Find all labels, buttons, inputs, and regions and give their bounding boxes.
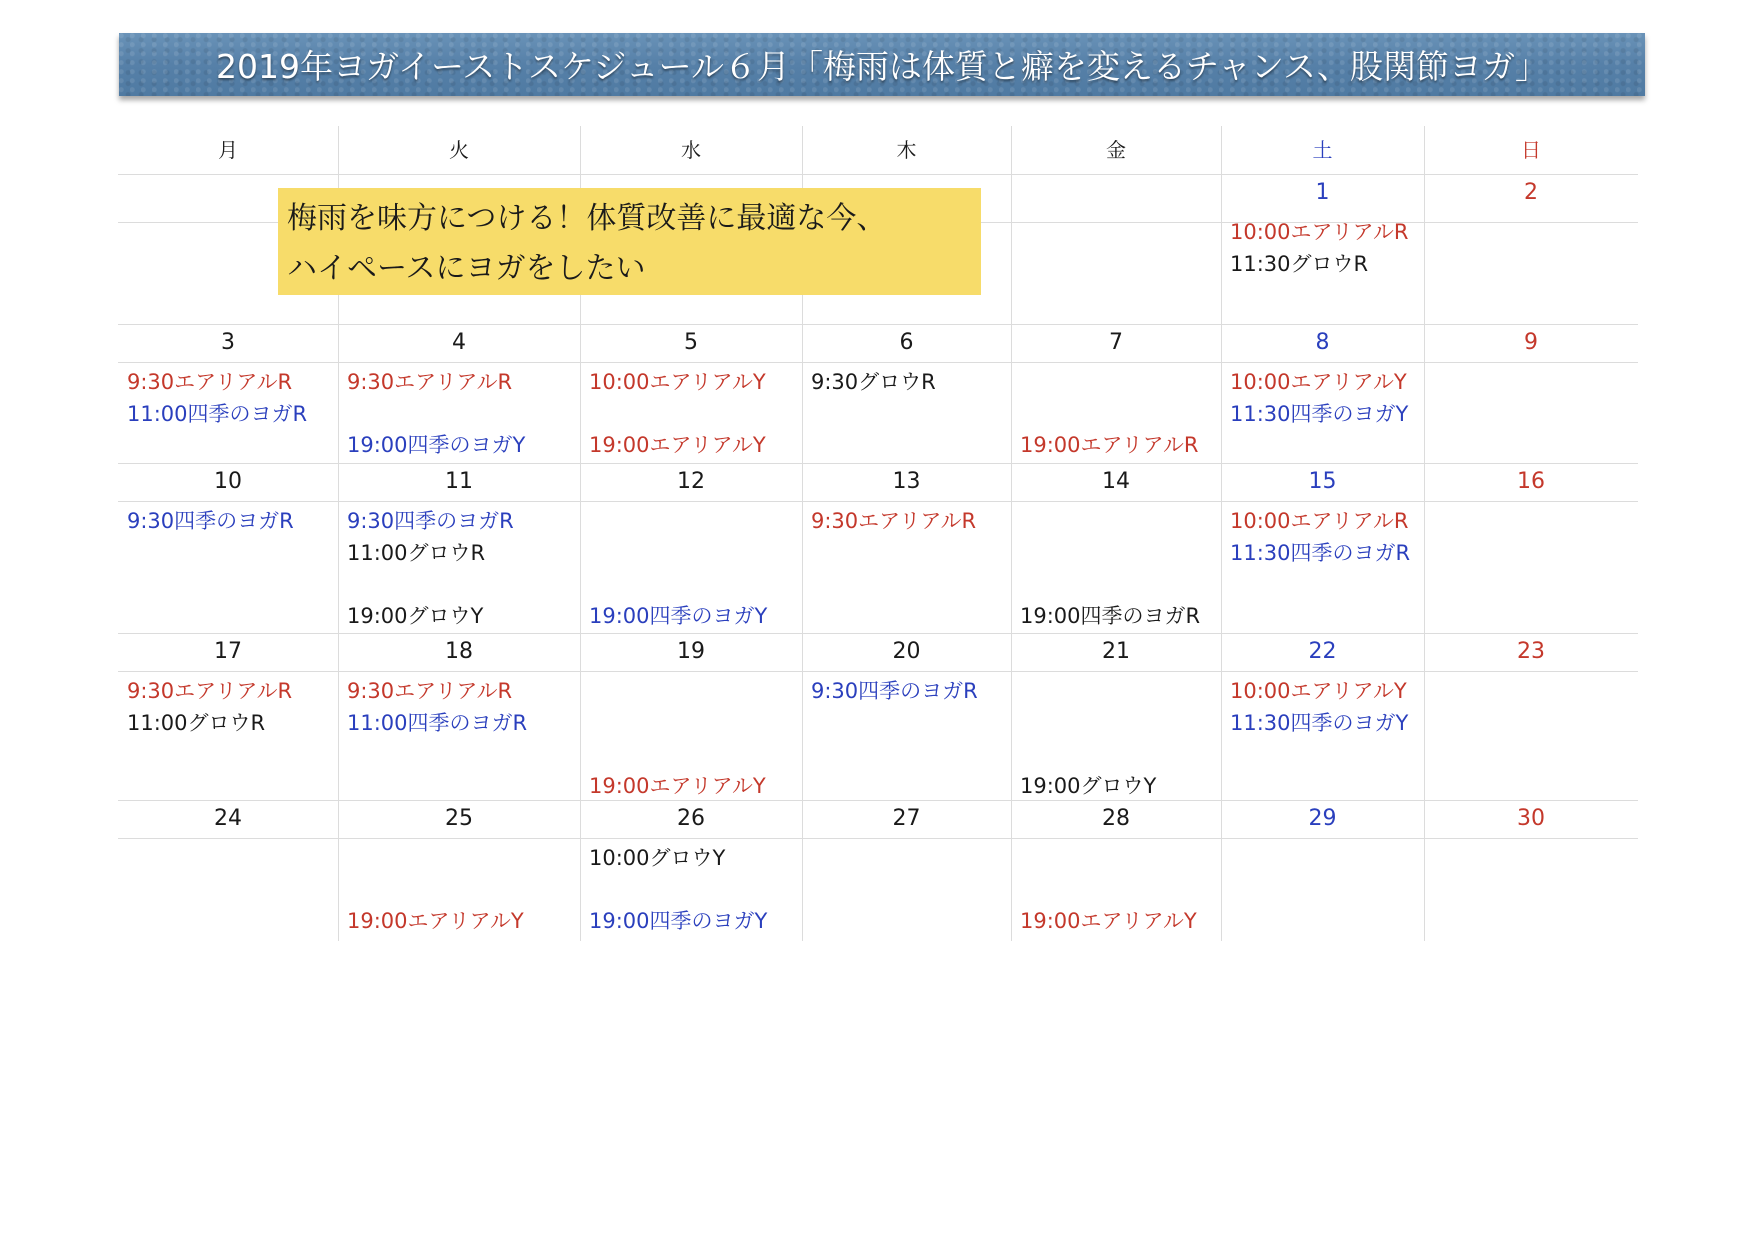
yellow-note — [278, 188, 981, 295]
day-number: 5 — [684, 330, 698, 355]
day-number: 30 — [1517, 806, 1545, 831]
note-line-1: 梅雨を味方につける！体質改善に最適な今、 — [287, 201, 887, 236]
day-number: 4 — [452, 330, 466, 355]
day-number: 7 — [1109, 330, 1123, 355]
class-event[interactable]: 9:30グロウR — [811, 370, 936, 394]
day-number: 16 — [1517, 469, 1545, 494]
class-event[interactable]: 11:00グロウR — [347, 540, 486, 565]
day-number: 14 — [1102, 469, 1130, 494]
class-event[interactable]: 19:00エアリアルY — [347, 909, 524, 933]
weekday-header: 月 — [218, 138, 238, 162]
day-number: 28 — [1102, 806, 1130, 831]
weekday-header: 土 — [1312, 138, 1333, 162]
day-number: 17 — [214, 639, 242, 664]
grid-line — [118, 362, 1638, 363]
grid-line — [118, 501, 1638, 502]
weekday-header: 金 — [1106, 138, 1126, 162]
weekday-header: 水 — [681, 138, 701, 162]
grid-line — [118, 838, 1638, 839]
class-event[interactable]: 9:30エアリアルR — [347, 370, 513, 394]
class-event[interactable]: 9:30エアリアルR — [127, 370, 293, 394]
day-number: 19 — [677, 639, 705, 664]
class-event[interactable]: 19:00エアリアルY — [1020, 909, 1197, 933]
class-event[interactable]: 11:00四季のヨガR — [127, 401, 308, 426]
day-number: 27 — [892, 806, 921, 831]
title-banner — [119, 33, 1645, 96]
class-event[interactable]: 19:00グロウY — [347, 603, 484, 628]
class-event[interactable]: 19:00エアリアルY — [589, 433, 766, 457]
class-event[interactable]: 9:30四季のヨガR — [811, 679, 978, 703]
grid-line — [118, 671, 1638, 672]
class-event[interactable]: 9:30エアリアルR — [347, 679, 513, 703]
day-number: 18 — [445, 639, 473, 664]
class-event[interactable]: 11:30四季のヨガY — [1230, 401, 1409, 426]
day-number: 12 — [677, 469, 705, 494]
weekday-header: 木 — [896, 138, 917, 162]
day-number: 1 — [1315, 180, 1330, 205]
day-number: 22 — [1308, 639, 1337, 664]
class-event[interactable]: 10:00グロウY — [589, 846, 726, 870]
class-event[interactable]: 11:00グロウR — [127, 710, 266, 735]
class-event[interactable]: 10:00エアリアルR — [1230, 220, 1409, 244]
class-event[interactable]: 19:00四季のヨガR — [1020, 603, 1201, 628]
day-number: 11 — [445, 469, 473, 494]
class-event[interactable]: 10:00エアリアルY — [1230, 370, 1407, 394]
day-number: 29 — [1308, 806, 1337, 831]
class-event[interactable]: 10:00エアリアルY — [589, 370, 766, 394]
day-number: 26 — [677, 806, 705, 831]
class-event[interactable]: 11:30四季のヨガR — [1230, 540, 1411, 565]
class-event[interactable]: 19:00四季のヨガY — [589, 603, 768, 628]
day-number: 15 — [1308, 469, 1337, 494]
day-number: 6 — [899, 330, 914, 355]
class-event[interactable]: 19:00四季のヨガY — [347, 433, 526, 457]
class-event[interactable]: 9:30エアリアルR — [811, 509, 977, 533]
day-number: 24 — [214, 806, 242, 831]
day-number: 10 — [214, 469, 242, 494]
class-event[interactable]: 11:30四季のヨガY — [1230, 710, 1409, 735]
class-event[interactable]: 11:30グロウR — [1230, 251, 1369, 276]
class-event[interactable]: 9:30エアリアルR — [127, 679, 293, 703]
day-number: 20 — [892, 639, 921, 664]
weekday-header: 日 — [1521, 138, 1541, 162]
class-event[interactable]: 10:00エアリアルR — [1230, 509, 1409, 533]
day-number: 9 — [1524, 330, 1538, 355]
weekday-header: 火 — [449, 138, 469, 162]
class-event[interactable]: 9:30四季のヨガR — [127, 509, 294, 533]
page-title: 2019年ヨガイーストスケジュール６月「梅雨は体質と癖を変えるチャンス、股関節ヨガ」 — [215, 47, 1549, 86]
note-line-2: ハイペースにヨガをしたい — [287, 251, 646, 286]
day-number: 8 — [1315, 330, 1330, 355]
class-event[interactable]: 11:00四季のヨガR — [347, 710, 528, 735]
day-number: 21 — [1102, 639, 1130, 664]
class-event[interactable]: 19:00四季のヨガY — [589, 909, 768, 933]
day-number: 13 — [892, 469, 921, 494]
day-number: 2 — [1524, 180, 1538, 205]
class-event[interactable]: 10:00エアリアルY — [1230, 679, 1407, 703]
class-event[interactable]: 19:00エアリアルR — [1020, 433, 1199, 457]
class-event[interactable]: 9:30四季のヨガR — [347, 509, 514, 533]
day-number: 3 — [221, 330, 235, 355]
class-event[interactable]: 19:00グロウY — [1020, 773, 1157, 798]
day-number: 25 — [445, 806, 473, 831]
class-event[interactable]: 19:00エアリアルY — [589, 773, 766, 798]
day-number: 23 — [1517, 639, 1545, 664]
